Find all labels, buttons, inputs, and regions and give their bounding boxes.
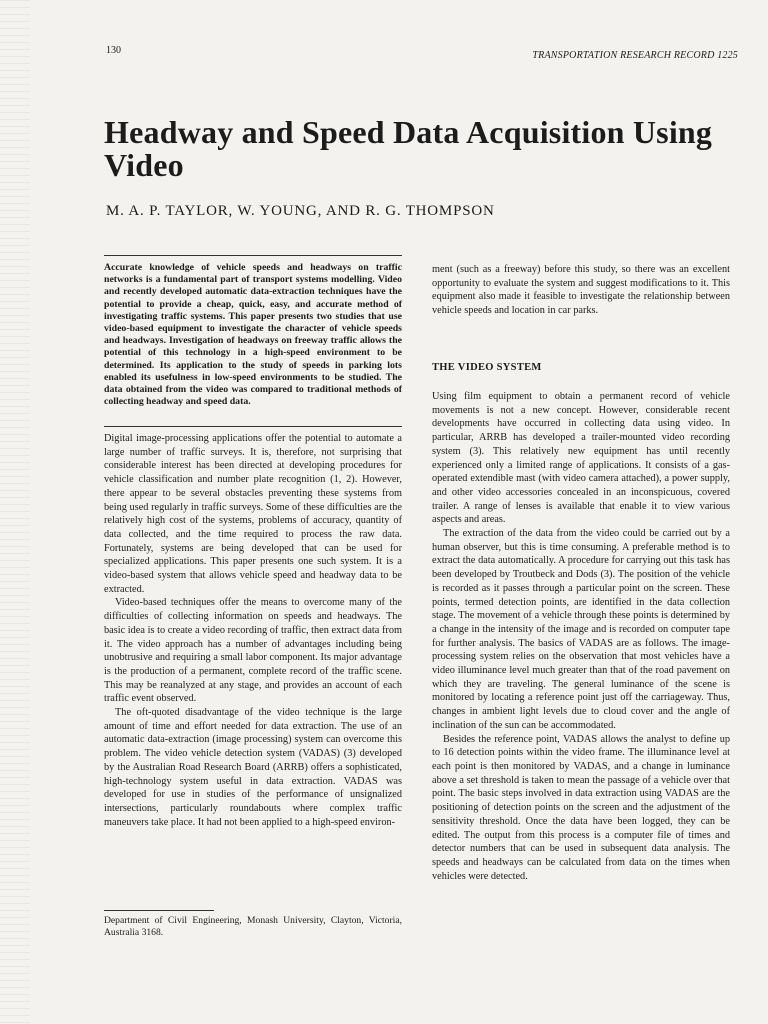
right-column-continuation [432, 263, 730, 318]
body-paragraph: Using film equipment to obtain a permanent record of vehicle movements is not a new concept. However, considerable recent developments have occurred in collecting data using video. In particular, ARRB has developed a trailer-mounted video recording system (3). This relatively new equipment has until recently experienced only a limited range of applications. It consists of a gas-operated extendible mast (with video camera attached), a power supply, and other video accessories concealed in an inconspicuous, covered trailer. A range of lenses is available that enable it to view various aspects and areas. [432, 391, 730, 526]
abstract: Accurate knowledge of vehicle speeds and headways on traffic networks is a fundamental part of transport systems modelling. Video and recently developed automatic data-extraction techniques have the potential to provide a cheap, quick, easy, and accurate method of investigating traffic systems. This paper presents two studies that use video-based equipment to investigate the character of vehicle speeds and headways. Investigation of headways on freeway traffic allows the potential of this technology in a high-speed environment to be determined. Its application to the study of speeds in parking lots enabled its usefulness in low-speed environments to be studied. The data obtained from the video was compared to traditional methods of collecting headway and speed data. [104, 262, 402, 408]
author-line: M. A. P. TAYLOR, W. YOUNG, AND R. G. THOMPSON [106, 203, 495, 219]
body-paragraph: ment (such as a freeway) before this study, so there was an excellent opportunity to evaluate the system and suggest modifications to it. This equipment also made it feasible to investigate the relationship between vehicle speeds and location in car parks. [432, 264, 730, 317]
scan-edge-noise [0, 0, 30, 1024]
section-heading: THE VIDEO SYSTEM [432, 362, 542, 373]
body-paragraph: Video-based techniques offer the means to overcome many of the difficulties of collecting information on speeds and headways. The basic idea is to create a video recording of traffic, then extract data from it. The video approach has a number of advantages including being unobtrusive and requiring a small labor component. Its major advantage is the production of a permanent, complete record of the traffic scene. This may be reanalyzed at any stage, and provides an account of each traffic event observed. [104, 597, 402, 705]
body-paragraph: The oft-quoted disadvantage of the video technique is the large amount of time and effort needed for data extraction. The use of an automatic data-extraction (image processing) system can overcome this problem. The video vehicle detection system (VADAS) (3) developed by the Australian Road Research Board (ARRB) offers a sophisticated, high-technology system useful in data extraction. VADAS was developed for use in studies of the performance of unsignalized intersections, particularly roundabouts where complex traffic maneuvers take place. It had not been applied to a high-speed environ- [104, 707, 402, 828]
left-column-body [104, 432, 402, 829]
body-paragraph: The extraction of the data from the video could be carried out by a human observer, but this is time consuming. A preferable method is to extract the data automatically. A procedure for carrying out this task has been developed by Troutbeck and Dods (3). The position of the vehicle is recorded as it passes through a particular point on the screen. These points, termed detection points, are identified in the data collection stage. The movement of a vehicle through these points is determined by a change in the intensity of the image and is recorded on computer tape for further analysis. The basics of VADAS are as follows. The image-processing system relies on the observation that most vehicles have a video illuminance level much greater than that of the road pavement on which they are traveling. The general luminance of the scene is monitored by locating a reference point just off the carriageway. Thus, changes in ambient light levels due to cloud cover and the angle of inclination of the sun can be accommodated. [432, 528, 730, 731]
footnote-rule [104, 910, 214, 911]
author-affiliation-footnote: Department of Civil Engineering, Monash University, Clayton, Victoria, Australia 3168. [104, 915, 402, 938]
body-paragraph: Digital image-processing applications offer the potential to automate a large number of traffic surveys. It is, therefore, not surprising that considerable interest has been directed at developing procedures for vehicle classification and number plate recognition (1, 2). However, there appear to be several obstacles preventing these systems from being used regularly in traffic surveys. Some of these difficulties are the relatively high cost of the systems, problems of accuracy, quantity of data collected, and the time required to process the raw data. Fortunately, systems are being developed that can be used for specialized applications. This paper presents one such system. It is a video-based system that allows vehicle speed and headway data to be extracted. [104, 433, 402, 595]
page-number: 130 [106, 45, 121, 56]
abstract-bottom-rule [104, 426, 402, 427]
body-paragraph: Besides the reference point, VADAS allows the analyst to define up to 16 detection points within the video frame. The illuminance level at each point is then monitored by VADAS, and a change in luminance above a set threshold is taken to mean the passage of a vehicle over that point. The basic steps involved in data extraction using VADAS are the positioning of detection points on the screen and the adjustment of the sensitivity threshold. Once the data have been logged, they can be edited. The output from this process is a computer file of times and detector numbers that can be used in subsequent data analysis. The speeds and headways can be calculated from data on the times when vehicles were detected. [432, 733, 730, 882]
abstract-top-rule [104, 255, 402, 256]
journal-header: TRANSPORTATION RESEARCH RECORD 1225 [532, 50, 738, 61]
right-column-body [432, 390, 730, 883]
article-title: Headway and Speed Data Acquisition Using Video [104, 114, 713, 183]
